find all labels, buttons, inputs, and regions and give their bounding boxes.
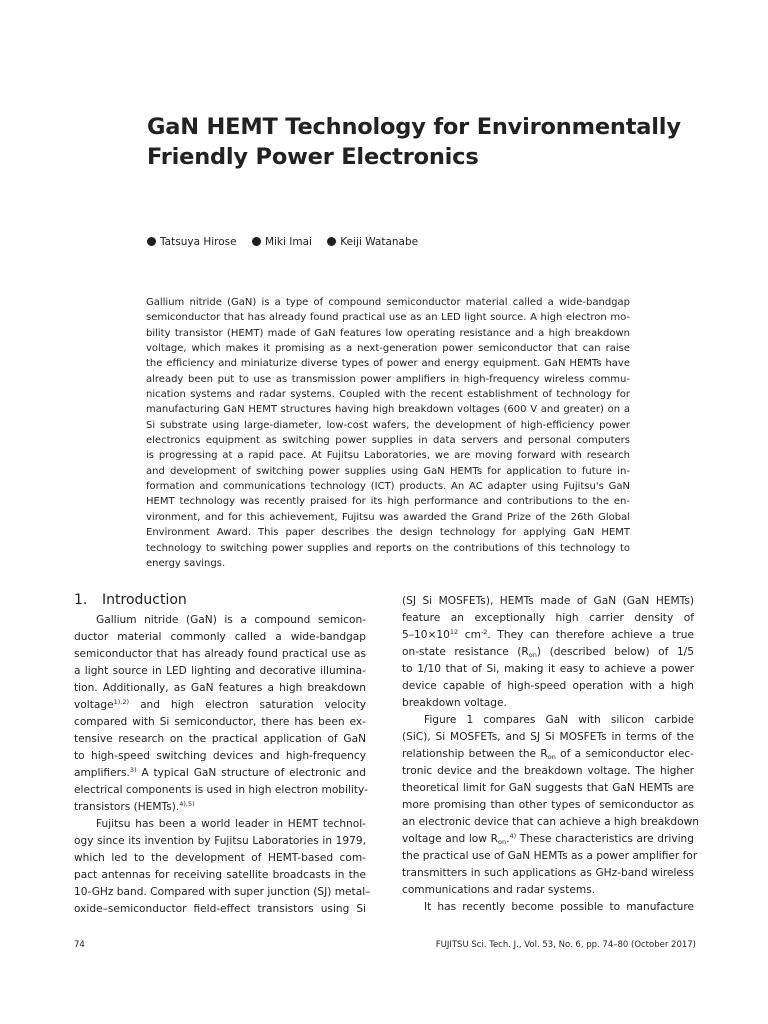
body-line	[74, 697, 366, 714]
body-text: transistors (HEMTs).	[74, 800, 180, 813]
body-line: the practical use of GaN HEMTs as a power amplifier for	[402, 849, 698, 862]
body-text: amplifiers.	[74, 766, 130, 779]
body-line: pact antennas for receiving satellite broadcasts in the	[74, 868, 366, 881]
body-line	[402, 627, 694, 644]
body-text: These characteristics are driving	[516, 832, 694, 845]
subscript: on	[547, 752, 556, 761]
body-line: semiconductor that has already found practical use as	[74, 647, 366, 660]
subscript: on	[528, 650, 537, 659]
subscript: on	[497, 837, 507, 846]
body-text: ) (described below) of 1/5	[536, 645, 694, 658]
body-text: .	[506, 832, 510, 845]
body-line: Gallium nitride (GaN) is a compound semicon-	[96, 614, 366, 626]
citation-superscript: 4)	[509, 831, 517, 840]
body-text: 5–10×10	[402, 628, 450, 641]
body-line: which led to the development of HEMT-based com-	[74, 851, 366, 864]
exponent: 12	[449, 627, 459, 636]
body-line: ogy since its invention by Fujitsu Laboratories in 1979,	[74, 834, 366, 847]
body-line: (SiC), Si MOSFETs, and SJ Si MOSFETs in terms of the	[402, 730, 694, 743]
body-line: oxide–semiconductor field-effect transistors using Si	[74, 902, 366, 915]
body-line: an electronic device that can achieve a high breakdown	[402, 815, 699, 828]
author	[327, 236, 418, 248]
title-line: Friendly Power Electronics	[147, 144, 479, 170]
body-text: on-state resistance (R	[402, 645, 529, 658]
bullet-icon	[147, 237, 156, 246]
citation-superscript: 3)	[129, 765, 137, 774]
body-text: voltage and low R	[402, 832, 498, 845]
body-line: to 1/10 that of Si, making it easy to achieve a power	[402, 662, 694, 675]
body-line: device capable of high-speed operation with a high	[402, 679, 694, 692]
body-text: . They can therefore achieve a true	[487, 628, 694, 641]
abstract-line: Gallium nitride (GaN) is a type of compound semiconductor material called a wide-bandgap	[146, 297, 630, 308]
body-line: theoretical limit for GaN suggests that GaN HEMTs are	[402, 781, 694, 794]
author-name: Keiji Watanabe	[340, 236, 419, 248]
body-column-right	[402, 593, 699, 916]
body-text: and high electron saturation velocity	[129, 698, 366, 711]
body-text: of a semiconductor elec-	[555, 747, 694, 760]
body-line: tensive research on the practical application of GaN	[74, 732, 366, 745]
abstract-line: semiconductor that has already found practical use as an LED light source. A high electron mo-	[146, 312, 630, 324]
abstract	[146, 295, 630, 571]
citation-superscript: 1),2)	[113, 697, 130, 706]
abstract-line: Si substrate using large-diameter, low-cost wafers, the development of high-efficiency power	[146, 419, 630, 431]
section-number: 1.	[74, 592, 88, 608]
author-name: Miki Imai	[264, 236, 312, 248]
body-line: more promising than other types of semiconductor as	[402, 798, 694, 811]
body-line	[402, 746, 694, 763]
body-line: It has recently become possible to manufacture	[424, 900, 694, 913]
body-text: relationship between the R	[402, 747, 548, 760]
body-line: tion. Additionally, as GaN features a high breakdown	[74, 681, 366, 694]
bullet-icon	[252, 237, 261, 246]
abstract-line: vironment, and for this achievement, Fujitsu was awarded the Grand Prize of the 26th Global	[146, 511, 630, 523]
page-number: 74	[74, 940, 85, 950]
body-text: cm	[458, 628, 481, 641]
abstract-line: formation and communications technology (ICT) products. An AC adapter using Fujitsu's GaN	[146, 481, 630, 493]
title-line: GaN HEMT Technology for Environmentally	[147, 114, 681, 140]
journal-citation: FUJITSU Sci. Tech. J., Vol. 53, No. 6, pp. 74–80 (October 2017)	[435, 940, 696, 950]
paper-title	[147, 112, 707, 172]
body-line	[402, 644, 694, 661]
body-line	[74, 765, 366, 782]
abstract-line: technology to switching power supplies and reports on the contributions of this technology to	[146, 542, 630, 554]
abstract-line: Environment Award. This paper describes the design technology for applying GaN HEMT	[146, 527, 630, 539]
abstract-line: energy savings.	[146, 557, 226, 569]
abstract-line: electronics equipment as switching power supplies in data servers and personal computers	[146, 435, 630, 447]
body-line: communications and radar systems.	[402, 883, 596, 896]
body-line: to high-speed switching devices and high-frequency	[74, 749, 366, 762]
body-line: breakdown voltage.	[402, 696, 507, 709]
body-line: Fujitsu has been a world leader in HEMT technol-	[96, 817, 366, 830]
body-line: compared with Si semiconductor, there has been ex-	[74, 715, 366, 728]
body-line: ductor material commonly called a wide-bandgap	[74, 630, 366, 643]
author	[147, 236, 237, 248]
abstract-line: voltage, which makes it promising as a next-generation power semiconductor that can raise	[146, 343, 630, 355]
section-title: Introduction	[102, 592, 187, 608]
abstract-line: and development of switching power supplies using GaN HEMTs for application to future in-	[146, 465, 630, 477]
body-line	[74, 799, 366, 816]
abstract-line: manufacturing GaN HEMT structures having high breakdown voltages (600 V and greater) on a	[146, 404, 630, 416]
body-line: (SJ Si MOSFETs), HEMTs made of GaN (GaN HEMTs)	[402, 595, 694, 607]
author	[252, 236, 312, 248]
section-heading	[74, 591, 366, 611]
abstract-line: bility transistor (HEMT) made of GaN features low operating resistance and a high breakdown	[146, 327, 630, 339]
abstract-line: nication systems and radar systems. Coupled with the recent establishment of technology for	[146, 389, 630, 401]
body-line	[402, 831, 694, 848]
body-line: a light source in LED lighting and decorative illumina-	[74, 664, 366, 677]
abstract-line: is progressing at a rapid pace. At Fujitsu Laboratories, we are moving forward with research	[146, 450, 630, 462]
body-line: tronic device and the breakdown voltage. The higher	[402, 764, 694, 777]
body-line: 10-GHz band. Compared with super junction (SJ) metal–	[74, 885, 371, 898]
abstract-line: HEMT technology was recently praised for its high performance and contributions to the en-	[146, 496, 630, 508]
body-line: electrical components is used in high electron mobility-	[74, 783, 368, 796]
exponent: -2	[480, 627, 488, 636]
author-list	[147, 236, 430, 248]
body-line: transmitters in such applications as GHz-band wireless	[402, 866, 694, 879]
abstract-line: already been put to use as transmission power amplifiers in high-frequency wireless commu-	[146, 373, 630, 385]
body-text: A typical GaN structure of electronic and	[136, 766, 366, 779]
citation-superscript: 4),5)	[179, 799, 195, 808]
bullet-icon	[327, 237, 336, 246]
body-line: feature an exceptionally high carrier density of	[402, 611, 694, 624]
body-line: Figure 1 compares GaN with silicon carbide	[424, 713, 694, 726]
abstract-line: the efficiency and miniaturize diverse types of power and energy equipment. GaN HEMTs have	[146, 358, 630, 370]
body-text: voltage	[74, 698, 114, 711]
author-name: Tatsuya Hirose	[160, 236, 237, 248]
body-column-left	[74, 591, 371, 918]
